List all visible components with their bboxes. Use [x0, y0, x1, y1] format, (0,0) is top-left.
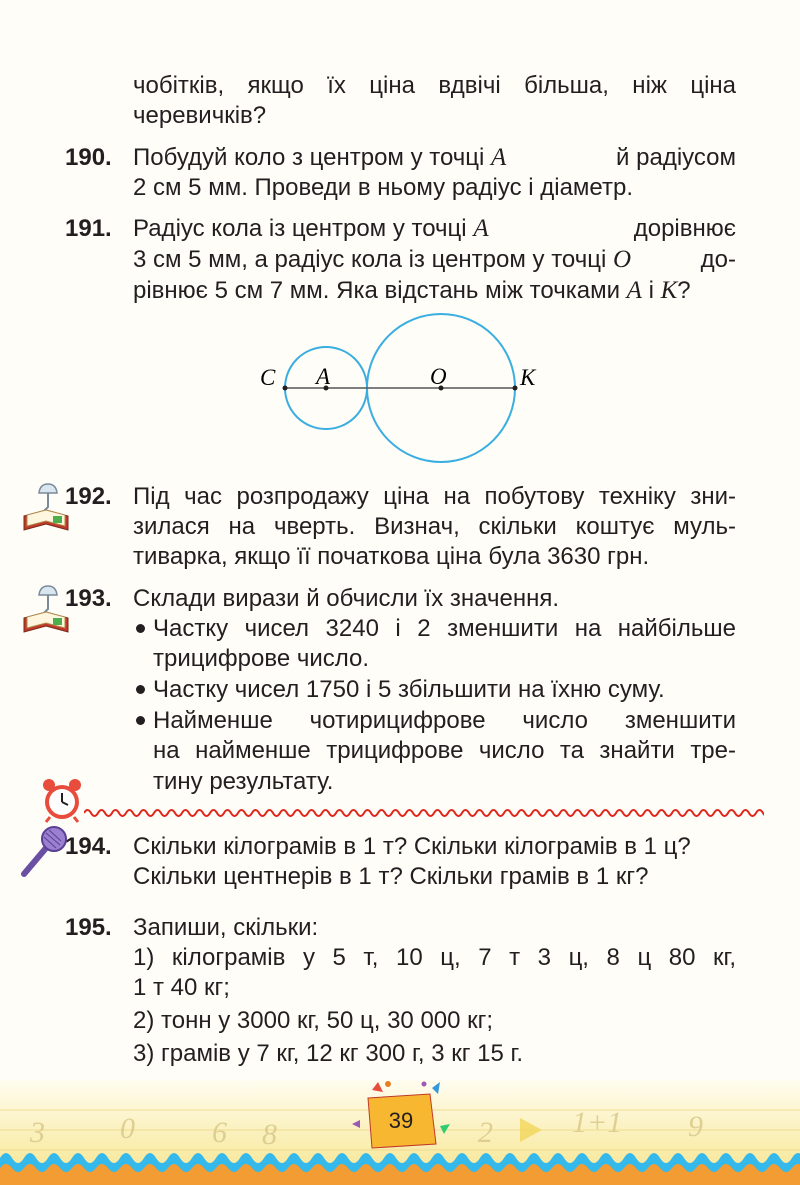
- problem-195-line-2: 1) кілограмів у 5 т, 10 ц, 7 т 3 ц, 8 ц 80 кг,: [133, 944, 736, 971]
- problem-195-line-5: 3) грамів у 7 кг, 12 кг 300 г, 3 кг 15 г.: [133, 1040, 523, 1067]
- problem-194-line-2: Скільки центнерів в 1 т? Скільки грамів в 1 кг?: [133, 863, 649, 890]
- problem-number-192: 192.: [65, 483, 112, 510]
- problem-190-line-1: Побудуй коло з центром у точці A й радіусом: [133, 144, 736, 171]
- decor-digit: 1+1: [572, 1106, 623, 1139]
- problem-193-bullet-1-line-1: Частку чисел 3240 і 2 зменшити на найбільше: [153, 615, 736, 642]
- label-k: K: [520, 365, 536, 390]
- text-line: черевичків?: [133, 102, 267, 129]
- point-c: [283, 386, 288, 391]
- bullet: [136, 685, 145, 694]
- alarm-clock-icon: [36, 776, 88, 824]
- circles-figure: [250, 305, 550, 475]
- problem-191-line-3: рівнює 5 см 7 мм. Яка відстань між точками A і K?: [133, 277, 691, 304]
- problem-193-bullet-3-line-2: на найменше трицифрове число та знайти тре-: [153, 737, 736, 764]
- problem-192-line-1: Під час розпродажу ціна на побутову техніку зни-: [133, 483, 736, 510]
- page-footer: [0, 1080, 800, 1185]
- problem-190-line-2: 2 см 5 мм. Проведи в ньому радіус і діаметр.: [133, 174, 633, 201]
- problem-193-bullet-2-line-1: Частку чисел 1750 і 5 збільшити на їхню суму.: [153, 676, 665, 703]
- problem-number-190: 190.: [65, 144, 112, 171]
- label-a: A: [316, 364, 331, 389]
- decor-digit: 2: [478, 1116, 493, 1149]
- problem-number-193: 193.: [65, 585, 112, 612]
- point-k: [513, 386, 518, 391]
- microphone-icon: [16, 824, 72, 880]
- problem-195-line-1: Запиши, скільки:: [133, 914, 319, 941]
- problem-number-195: 195.: [65, 914, 112, 941]
- problem-number-191: 191.: [65, 215, 112, 242]
- bullet: [136, 624, 145, 633]
- problem-195-line-4: 2) тонн у 3000 кг, 50 ц, 30 000 кг;: [133, 1007, 494, 1034]
- problem-191-line-1: Радіус кола із центром у точці A дорівнює: [133, 215, 736, 242]
- decor-digit: 0: [120, 1112, 135, 1145]
- problem-193-bullet-1-line-2: трицифрове число.: [153, 645, 370, 672]
- decor-digit: 9: [688, 1110, 703, 1143]
- problem-194-line-1: Скільки кілограмів в 1 т? Скільки кілограмів в 1 ц?: [133, 833, 691, 860]
- problem-192-line-2: зилася на чверть. Визнач, скільки коштує муль-: [133, 513, 736, 540]
- label-o: O: [430, 364, 447, 389]
- bullet: [136, 716, 145, 725]
- problem-193-bullet-3-line-3: тину результату.: [153, 768, 334, 795]
- problem-193-bullet-3-line-1: Найменше чотирицифрове число зменшити: [153, 707, 736, 734]
- decor-digit: 3: [30, 1116, 45, 1149]
- problem-192-line-3: тиварка, якщо її початкова ціна була 3630 грн.: [133, 543, 650, 570]
- page-number: 39: [388, 1108, 414, 1133]
- wavy-divider: [84, 806, 764, 820]
- decor-digit: 6: [212, 1116, 227, 1149]
- problem-195-line-3: 1 т 40 кг;: [133, 974, 230, 1001]
- label-c: C: [260, 365, 276, 390]
- problem-number-194: 194.: [65, 833, 112, 860]
- decor-digit: 8: [262, 1118, 277, 1151]
- problem-193-line-1: Склади вирази й обчисли їх значення.: [133, 585, 559, 612]
- text-line: чобітків, якщо їх ціна вдвічі більша, ніж ціна: [133, 72, 736, 99]
- problem-191-line-2: 3 см 5 мм, а радіус кола із центром у точці O до-: [133, 246, 736, 273]
